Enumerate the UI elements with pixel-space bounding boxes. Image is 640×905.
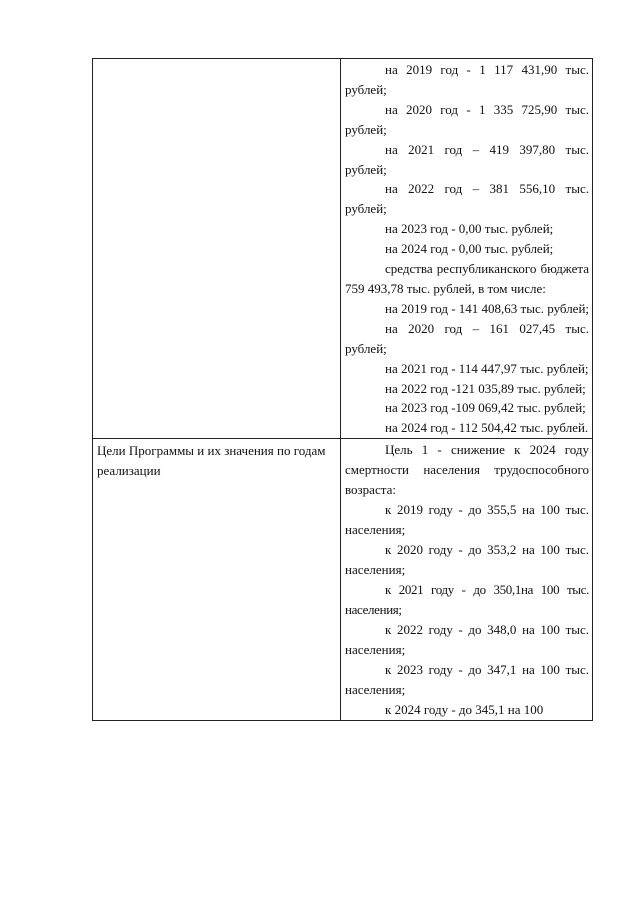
financing-line: на 2024 год - 112 504,42 тыс. рублей. xyxy=(385,420,589,436)
financing-line: на 2021 год – 419 397,80 тыс. рублей; xyxy=(345,141,589,177)
goal-target-line: к 2021 году - до 350,1на 100 тыс. населения; xyxy=(345,582,589,618)
row-value-cell xyxy=(341,439,593,721)
goal-title: Цель 1 - снижение к 2024 году смертности населения трудоспособного возраста: xyxy=(345,442,589,498)
financing-line: на 2023 год -109 069,42 тыс. рублей; xyxy=(385,400,586,416)
financing-line: на 2020 год – 161 027,45 тыс. рублей; xyxy=(345,320,589,356)
republican-budget-line: средства республиканского бюджета 759 493,78 тыс. рублей, в том числе: xyxy=(345,261,589,296)
financing-line: на 2024 год - 0,00 тыс. рублей; xyxy=(385,241,554,257)
goal-target-line: к 2024 году - до 345,1 на 100 xyxy=(385,702,544,718)
goal-target-line: к 2019 году - до 355,5 на 100 тыс. населения; xyxy=(345,502,589,538)
financing-line: на 2022 год -121 035,89 тыс. рублей; xyxy=(385,380,586,396)
financing-line: на 2020 год - 1 335 725,90 тыс. рублей; xyxy=(345,101,589,137)
table-row-goals xyxy=(93,439,593,721)
row-label xyxy=(93,59,340,61)
row-value-cell xyxy=(341,59,593,439)
goals-label: Цели Программы и их значения по годам реализации xyxy=(97,443,326,479)
program-passport-table xyxy=(92,58,593,721)
row-label-cell xyxy=(93,59,341,439)
goal-target-line: к 2023 году - до 347,1 на 100 тыс. населения; xyxy=(345,662,589,698)
financing-line: на 2022 год – 381 556,10 тыс. рублей; xyxy=(345,181,589,217)
goal-target-line: к 2022 году - до 348,0 на 100 тыс. населения; xyxy=(345,622,589,658)
financing-line: на 2019 год - 1 117 431,90 тыс. рублей; xyxy=(345,62,589,97)
goal-target-line: к 2020 году - до 353,2 на 100 тыс. населения; xyxy=(345,542,589,578)
financing-line: на 2023 год - 0,00 тыс. рублей; xyxy=(385,221,554,237)
financing-line: на 2019 год - 141 408,63 тыс. рублей; xyxy=(385,300,590,316)
financing-line: на 2021 год - 114 447,97 тыс. рублей; xyxy=(385,360,589,376)
table-row-financing xyxy=(93,59,593,439)
row-label-cell xyxy=(93,439,341,721)
